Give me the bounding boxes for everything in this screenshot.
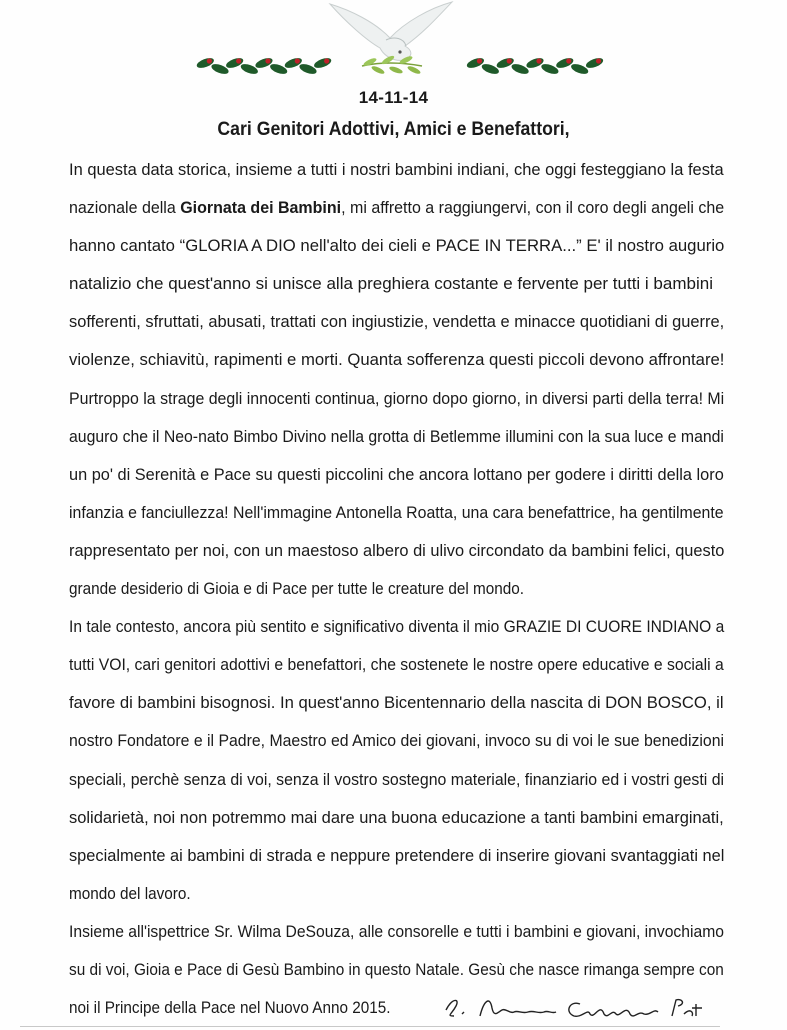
letter-line: favore di bambini bisognosi. In quest'anno Bicentennario della nascita di DON BOSCO, il	[69, 693, 724, 713]
letter-line: nostro Fondatore e il Padre, Maestro ed Amico dei giovani, invoco su di voi le sue benedizioni	[69, 731, 725, 751]
letter-line: specialmente ai bambini di strada e neppure pretendere di inserire giovani svantaggiati nel	[69, 845, 725, 865]
dove-icon	[330, 2, 452, 60]
holly-leaf	[585, 56, 605, 70]
holly-berry	[324, 58, 329, 63]
letter-line: Insieme all'ispettrice Sr. Wilma DeSouza, alle consorelle e tutti i bambini e giovani, invochiamo	[69, 921, 724, 941]
letter-line: natalizio che quest'anno si unisce alla preghiera costante e fervente per tutti i bambini	[69, 274, 713, 294]
letter-line: sofferenti, sfruttati, abusati, trattati con ingiustizie, vendetta e minacce quotidiani di guerre,	[69, 312, 725, 332]
holly-garland-icon	[196, 56, 333, 76]
letter-line: rappresentato per noi, con un maestoso albero di ulivo circondato da bambini felici, questo	[69, 540, 725, 560]
christmas-header-decoration	[190, 0, 610, 85]
letter-line: grande desiderio di Gioia e di Pace per tutte le creature del mondo.	[69, 579, 525, 599]
letter-line: un po' di Serenità e Pace su questi piccolini che ancora lottano per godere i diritti della loro	[69, 464, 724, 484]
letter-line: nazionale della Giornata dei Bambini, mi affretto a raggiungervi, con il coro degli angeli che	[69, 198, 725, 218]
letter-line: violenze, schiavitù, rapimenti e morti. Quanta sofferenza questi piccoli devono affrontare!	[69, 350, 725, 370]
letter-salutation: Cari Genitori Adottivi, Amici e Benefattori,	[217, 119, 570, 140]
letter-line: In questa data storica, insieme a tutti i nostri bambini indiani, che oggi festeggiano la festa	[69, 160, 724, 179]
holly-leaf	[313, 56, 333, 70]
letter-line: solidarietà, noi non potremmo mai dare una buona educazione a tanti bambini emarginati,	[69, 807, 724, 827]
holly-berry	[566, 58, 571, 63]
letter-line: auguro che il Neo-nato Bimbo Divino nella grotta di Betlemme illumini con la sua luce e mandi	[69, 426, 724, 446]
letter-line: tutti VOI, cari genitori adottivi e benefattori, che sostenete le nostre opere educative e sociali a	[69, 655, 724, 675]
holly-garland-icon	[466, 56, 605, 76]
letter-line: speciali, perchè senza di voi, senza il vostro sostegno materiale, finanziario ed i vostri gesti di	[69, 769, 725, 789]
emphasized-text: Giornata dei Bambini	[180, 198, 342, 218]
holly-berry	[536, 58, 541, 63]
holly-berry	[507, 58, 512, 63]
page-bottom-edge	[20, 1026, 720, 1027]
letter-line: noi il Principe della Pace nel Nuovo Anno 2015.	[69, 998, 391, 1018]
letter-line: hanno cantato “GLORIA A DIO nell'alto dei cieli e PACE IN TERRA...” E' il nostro augurio	[69, 236, 725, 256]
letter-line: infanzia e fanciullezza! Nell'immagine Antonella Roatta, una cara benefattrice, ha gentilmente	[69, 502, 724, 522]
letter-line: mondo del lavoro.	[69, 883, 191, 903]
holly-berry	[207, 58, 212, 63]
holly-berry	[477, 58, 482, 63]
handwritten-signature	[440, 990, 710, 1026]
holly-berry	[596, 58, 601, 63]
holly-berry	[236, 58, 241, 63]
letter-line: Purtroppo la strage degli innocenti continua, giorno dopo giorno, in diversi parti della terra! Mi	[69, 388, 725, 408]
holly-berry	[265, 58, 270, 63]
letter-date: 14-11-14	[358, 88, 429, 107]
holly-berry	[295, 58, 300, 63]
letter-body	[69, 151, 724, 1027]
letter-line: In tale contesto, ancora più sentito e significativo diventa il mio GRAZIE DI CUORE INDIANO a	[69, 617, 725, 637]
olive-branch-icon	[362, 54, 422, 75]
letter-line: su di voi, Gioia e Pace di Gesù Bambino in questo Natale. Gesù che nasce rimanga sempre con	[69, 959, 724, 979]
